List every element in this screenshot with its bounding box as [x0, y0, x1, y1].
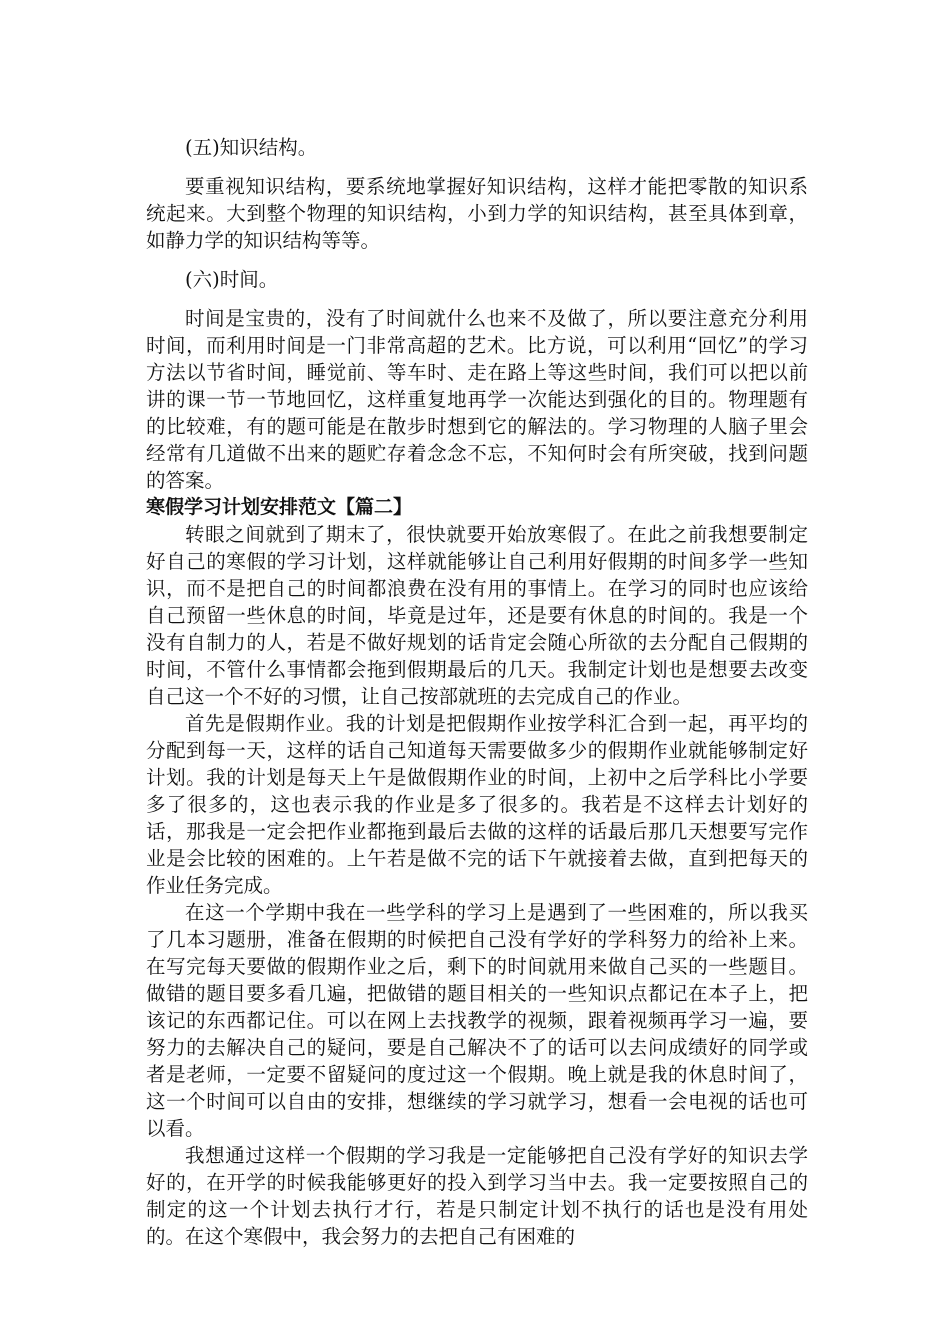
paragraph-1: 转眼之间就到了期末了，很快就要开始放寒假了。在此之前我想要制定好自己的寒假的学习计划，这样就能够让自己利用好假期的时间多学一些知识，而不是把自己的时间都浪费在没有用的事情上。在学习的同时也应该给自己预留一些休息的时间，毕竟是过年，还是要有休息的时间的。我是一个没有自制力的人，若是不做好规划的话肯定会随心所欲的去分配自己假期的时间，不管什么事情都会拖到假期最后的几天。我制定计划也是想要去改变自己这一个不好的习惯，让自己按部就班的去完成自己的作业。: [146, 523, 808, 708]
item5-body: 要重视知识结构，要系统地掌握好知识结构，这样才能把零散的知识系统起来。大到整个物理的知识结构，小到力学的知识结构，甚至具体到章，如静力学的知识结构等等。: [146, 175, 808, 252]
paragraph-4: 我想通过这样一个假期的学习我是一定能够把自己没有学好的知识去学好的，在开学的时候我能够更好的投入到学习当中去。我一定要按照自己的制定的这一个计划去执行才行，若是只制定计划不执行的话也是没有用处的。在这个寒假中，我会努力的去把自己有困难的: [146, 1144, 808, 1248]
section-heading: 寒假学习计划安排范文【篇二】: [146, 496, 413, 518]
paragraph-2: 首先是假期作业。我的计划是把假期作业按学科汇合到一起，再平均的分配到每一天，这样的话自己知道每天需要做多少的假期作业就能够制定好计划。我的计划是每天上午是做假期作业的时间，上初中之后学科比小学要多了很多的，这也表示我的作业是多了很多的。我若是不这样去计划好的话，那我是一定会把作业都拖到最后去做的这样的话最后那几天想要写完作业是会比较的困难的。上午若是做不完的话下午就接着去做，直到把每天的作业任务完成。: [146, 712, 808, 897]
document-page: [146, 134, 808, 1250]
item5-title: (五)知识结构。: [185, 136, 318, 159]
item6-body: 时间是宝贵的，没有了时间就什么也来不及做了，所以要注意充分利用时间，而利用时间是一门非常高超的艺术。比方说，可以利用“回忆”的学习方法以节省时间，睡觉前、等车时、走在路上等这些时间，我们可以把以前讲的课一节一节地回忆，这样重复地再学一次能达到强化的目的。物理题有的比较难，有的题可能是在散步时想到它的解法的。学习物理的人脑子里会经常有几道做不出来的题贮存着念念不忘，不知何时会有所突破，找到问题的答案。: [146, 307, 808, 492]
item6-title: (六)时间。: [185, 268, 279, 291]
paragraph-3: 在这一个学期中我在一些学科的学习上是遇到了一些困难的，所以我买了几本习题册，准备在假期的时候把自己没有学好的学科努力的给补上来。在写完每天要做的假期作业之后，剩下的时间就用来做自己买的一些题目。做错的题目要多看几遍，把做错的题目相关的一些知识点都记在本子上，把该记的东西都记住。可以在网上去找教学的视频，跟着视频再学习一遍，要努力的去解决自己的疑问，要是自己解决不了的话可以去问成绩好的同学或者是老师，一定要不留疑问的度过这一个假期。晚上就是我的休息时间了，这一个时间可以自由的安排，想继续的学习就学习，想看一会电视的话也可以看。: [146, 901, 808, 1140]
